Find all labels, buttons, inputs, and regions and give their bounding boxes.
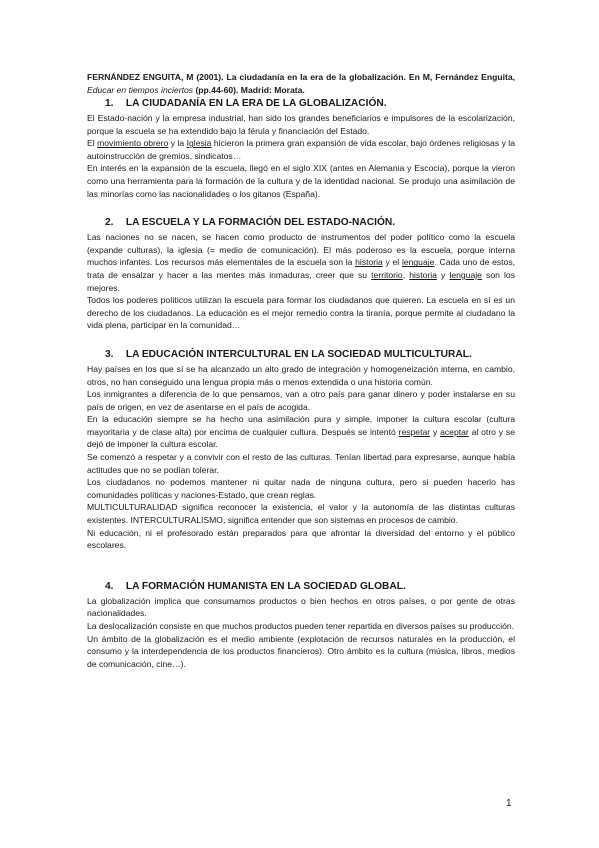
paragraph: El Estado-nación y la empresa industrial, han sido los grandes beneficiarios e impulsores de la escolarización, porque la escuela se ha extendido bajo la férula y financiación del Estado. [87,113,515,136]
section-number: 3. [105,348,114,360]
underlined-term: historia [409,269,437,280]
paragraph: En la educación siempre se ha hecho una asimilación pura y simple, imponer la cultura escolar (cultura mayoritaria y de clase alta) por encima de cualquier cultura. Después se intentó respetar y aceptar al otro y se dejó de imponer la cultura escolar. [87,414,516,450]
paragraph: La globalización implica que consumamos productos o bien hechos en otros países, o por gente de otras nacionalidades. [87,595,515,619]
section-heading [87,97,515,110]
paragraph: Hay países en los que sí se ha alcanzado un alto grado de integración y homogeneización interna, en cambio, otros, no han conseguido una lengua propia más o menos extendida o una historia común. [87,363,515,387]
paragraph: Las naciones no se nacen, se hacen como producto de instrumentos del poder político como la escuela (expande culturas), la iglesia (= medio de comunicación). El más poderoso es la escuela, porque interna muchos infantes. Los recursos más elementales de la escuela son la historia y el lenguaje. Cada uno de estos, trata de ensalzar y hacer a las mentes más inmaduras, creer que su territorio, historia y lenguaje son los mejores. [87,232,516,293]
section-title: LA ESCUELA Y LA FORMACIÓN DEL ESTADO-NACIÓN. [125,217,396,229]
document-content [87,71,515,670]
underlined-term: lenguaje [401,257,435,268]
paragraph: Ni educación, ni el profesorado están preparados para que afrontar la diversidad del entorno y el público escolares. [87,527,515,551]
section-1 [87,97,515,200]
page-number: 1 [506,798,512,809]
paragraph: Un ámbito de la globalización es el medio ambiente (explotación de recursos naturales en la producción, el consumo y la interdependencia de los productos financieros). Otro ámbito es la cultura (música, libros, medios de comunicación, cine…). [87,633,515,669]
underlined-term: lenguaje [449,269,482,280]
section-3 [87,348,515,552]
section-title: LA CIUDADANÍA EN LA ERA DE LA GLOBALIZACIÓN. [125,98,387,109]
paragraph: MULTICULTURALIDAD significa reconocer la existencia, el valor y la autonomía de las distintas culturas existentes. INTERCULTURALISMO, significa entender que son sistemas en procesos de cambio. [87,502,515,526]
section-number: 2. [105,217,114,229]
section-number: 4. [105,580,114,592]
reference-authors: FERNÁNDEZ ENGUITA, M (2001). La ciudadanía en la era de la globalización. En M, Fernández Enguita, [87,72,515,82]
paragraph: Todos los poderes políticos utilizan la escuela para formar los ciudadanos que quieren. La escuela en sí es un derecho de los ciudadanos. La educación es el mejor remedio contra la tiranía, porque permite al ciudadano la vida plena, participar en la comunidad… [87,295,515,331]
section-title: LA EDUCACIÓN INTERCULTURAL EN LA SOCIEDAD MULTICULTURAL. [125,348,472,360]
underlined-term: territorio [371,269,403,280]
paragraph: Se comenzó a respetar y a convivir con el resto de las culturas. Tenían libertad para expresarse, aunque había actitudes que no se podían tolerar. [87,452,515,475]
section-heading [87,348,515,361]
paragraph: La deslocalización consiste en que muchos productos pueden tener repartida en diversos países su producción. [87,621,515,631]
bibliographic-reference [87,71,515,97]
reference-rest: (pp.44-60). Madrid: Morata. [195,85,305,95]
underlined-term: Iglesia [186,138,212,149]
underlined-term: movimiento obrero [97,138,169,149]
underlined-term: respetar [398,426,431,437]
paragraph: Los ciudadanos no podemos mantener ni quitar nada de ninguna cultura, pero si pueden hacerlo has comunidades políticas y naciones-Estado, que crean reglas. [87,477,515,500]
section-4 [87,580,515,671]
paragraph: En interés en la expansión de la escuela, llegó en el siglo XIX (antes en Alemania y Escocia), porque la vieron como una herramienta para la formación de la cultura y de la identidad nacional. Se produjo una asimilación de las minorías como las nacionalidades o los gitanos (España). [87,163,515,199]
section-number: 1. [105,98,114,109]
paragraph: El movimiento obrero y la Iglesia hicieron la primera gran expansión de vida escolar, bajo órdenes religiosas y la autoinstrucción de gremios, sindicatos… [87,138,515,161]
section-2 [87,216,515,332]
section-heading [87,216,515,229]
underlined-term: historia [355,257,383,268]
reference-book-title: Educar en tiempos inciertos [87,85,194,95]
paragraph: Los inmigrantes a diferencia de lo que pensamos, van a otro país para ganar dinero y poder instalarse en su país de origen, en vez de asentarse en el país de acogida. [87,389,515,412]
section-heading [87,580,515,593]
underlined-term: aceptar [440,426,469,437]
section-title: LA FORMACIÓN HUMANISTA EN LA SOCIEDAD GLOBAL. [125,580,406,592]
